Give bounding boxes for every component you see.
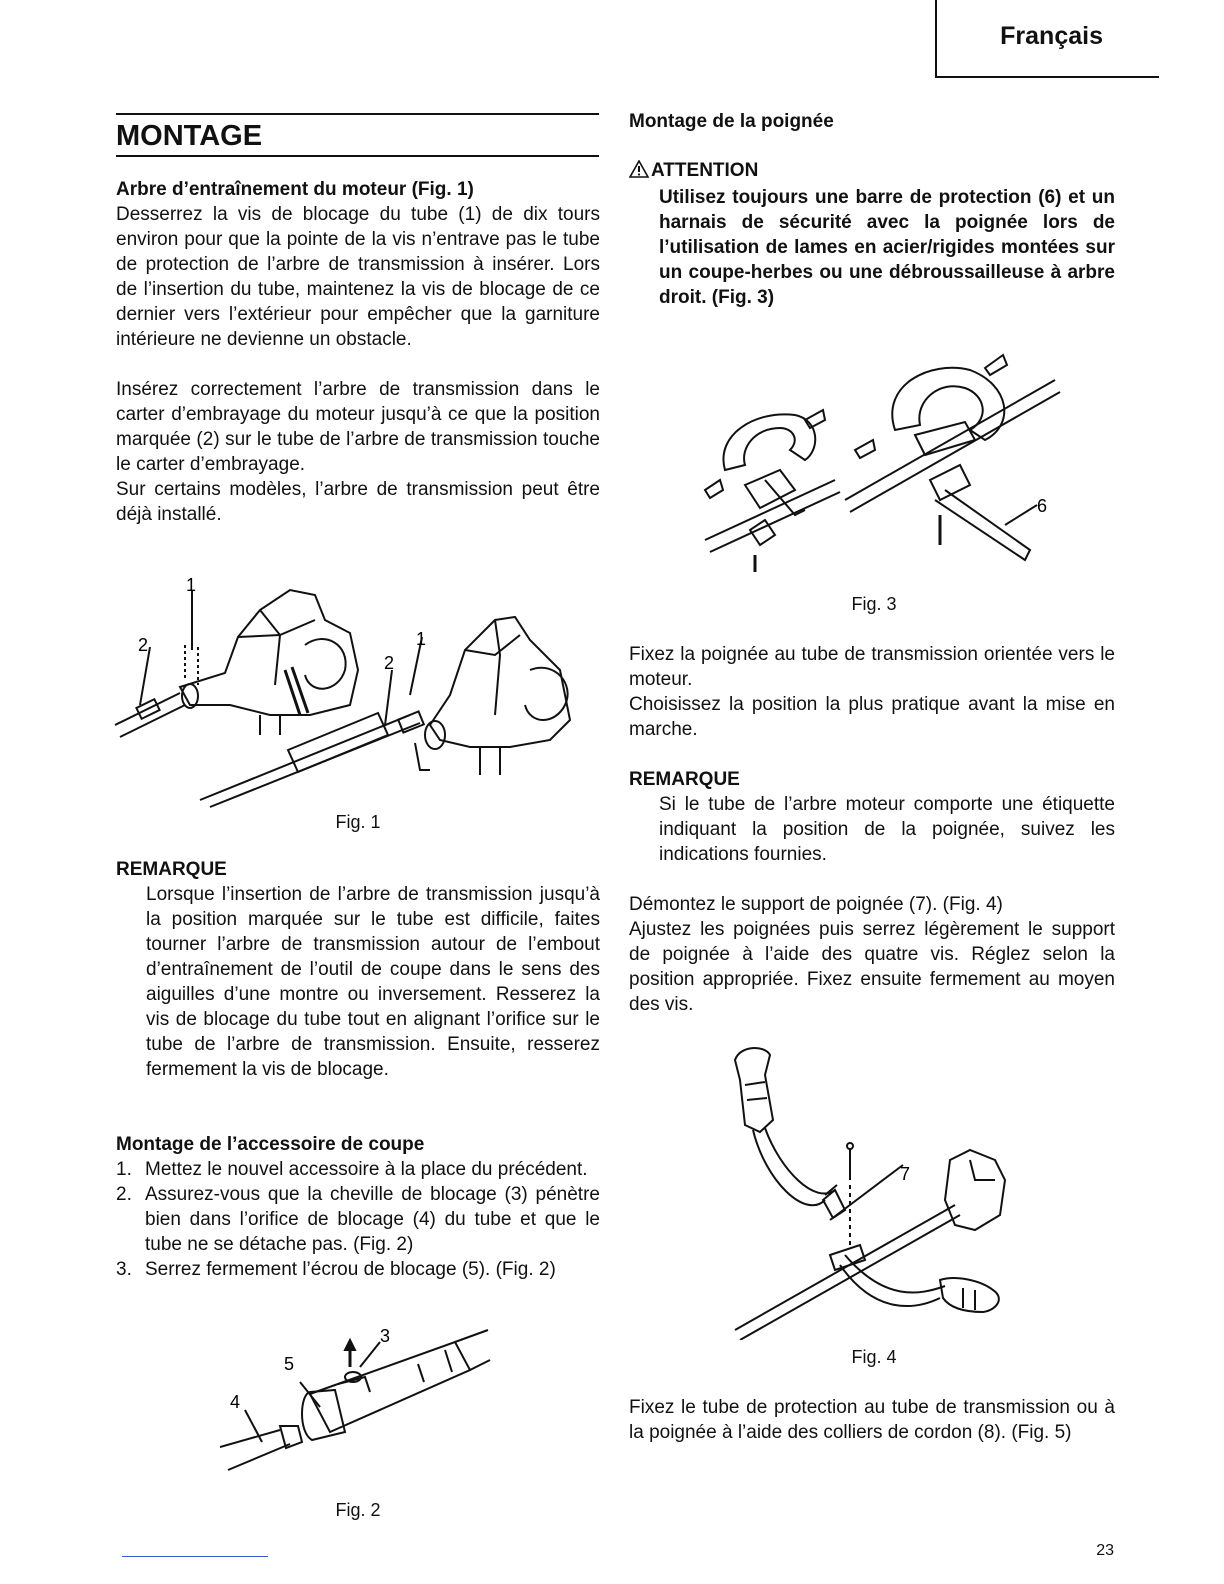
drive-shaft-heading: Arbre d’entraînement du moteur (Fig. 1) [116,179,474,200]
handle-paragraph-2: Choisissez la position la plus pratique avant la mise en marche. [629,694,1115,740]
figure-3-label-6: 6 [1037,496,1048,516]
footer-divider [122,1556,268,1557]
language-label: Français [1000,22,1103,50]
remark-1-text: Lorsque l’insertion de l’arbre de transmission jusqu’à la position marquée sur le tube est difficile, faites tourner l’arbre de transmission autour de l’embout d’entraînement de l’outil de coupe dans le sens des aiguilles d’une montre ou inversement. Resserez la vis de blocage du tube tout en alignant l’orifice sur le tube de l’arbre de transmission. Ensuite, resserez fermement la vis de blocage. [146,884,600,1080]
figure-4-drawing [725,1040,1025,1340]
figure-3-drawing [685,340,1065,585]
remark-2 [629,767,1115,867]
list-item: 1. Mettez le nouvel accessoire à la place du précédent. [116,1159,588,1180]
handle-paragraph-4: Ajustez les poignées puis serrez légèrement le support de poignée à l’aide des quatre vis. Réglez selon la position appropriée. Fixez ensuite fermement au moyen des vis. [629,919,1115,1015]
attention-title-row [629,158,1115,185]
section-title: MONTAGE [116,113,599,157]
figure-3 [685,340,1065,585]
figure-2-label-4: 4 [230,1392,241,1412]
figure-2-caption: Fig. 2 [335,1500,381,1520]
figure-1-caption: Fig. 1 [335,812,381,832]
cutting-accessory-heading: Montage de l’accessoire de coupe [116,1134,425,1155]
figure-1-drawing [110,575,610,810]
figure-1-label-2b: 2 [384,653,395,673]
protection-tube-instructions [629,1395,1115,1445]
figure-2-label-5: 5 [284,1354,295,1374]
attention-text: Utilisez toujours une barre de protection (6) et un harnais de sécurité avec la poignée lors de l’utilisation de lames en acier/rigides montées sur un coupe-herbes ou une débroussailleuse à arbre droit. (Fig. 3) [659,187,1115,308]
figure-1-label-2a: 2 [138,635,149,655]
figure-2-drawing [220,1322,495,1487]
figure-2 [220,1322,495,1487]
cutting-accessory-section [116,1132,600,1282]
handle-instructions [629,642,1115,742]
remark-1-heading: REMARQUE [116,859,227,880]
drive-shaft-paragraph-1: Desserrez la vis de blocage du tube (1) de dix tours environ pour que la pointe de la vis n’entrave pas le tube de protection de l’arbre de transmission à insérer. Lors de l’insertion du tube, maintenez la vis de blocage de ce dernier vers l’extérieur pour empêcher que la garniture intérieure ne devienne un obstacle. [116,204,600,350]
remark-2-text: Si le tube de l’arbre moteur comporte une étiquette indiquant la position de la poignée, suivez les indications fournies. [659,794,1115,865]
handle-section [629,109,1115,310]
figure-1-label-1a: 1 [186,575,197,595]
cutting-steps-list [116,1157,600,1282]
figure-4-caption: Fig. 4 [851,1347,897,1367]
remark-1 [116,857,600,1082]
figure-4-label-7: 7 [900,1164,911,1184]
warning-icon [629,160,649,185]
handle-paragraph-5: Fixez le tube de protection au tube de transmission ou à la poignée à l’aide des colliers de cordon (8). (Fig. 5) [629,1397,1115,1443]
remark-2-heading: REMARQUE [629,769,740,790]
figure-1 [110,575,610,810]
drive-shaft-paragraph-3: Sur certains modèles, l’arbre de transmission peut être déjà installé. [116,479,600,525]
list-item: 2. Assurez-vous que la cheville de blocage (3) pénètre bien dans l’orifice de blocage (4) du tube et que le tube ne se détache pas. (Fig. 2) [116,1184,600,1255]
figure-3-caption: Fig. 3 [851,594,897,614]
attention-title: ATTENTION [651,160,759,181]
drive-shaft-section [116,177,600,527]
figure-1-label-1b: 1 [416,629,427,649]
drive-shaft-paragraph-2: Insérez correctement l’arbre de transmission dans le carter d’embrayage du moteur jusqu’à ce que la position marquée (2) sur le tube de l’arbre de transmission touche le carter d’embrayage. [116,379,600,475]
language-tab [935,0,1159,78]
figure-2-label-3: 3 [380,1326,391,1346]
handle-paragraph-1: Fixez la poignée au tube de transmission orientée vers le moteur. [629,644,1115,690]
handle-paragraph-3: Démontez le support de poignée (7). (Fig. 4) [629,894,1003,915]
list-item: 3. Serrez fermement l’écrou de blocage (5). (Fig. 2) [116,1259,556,1280]
page-number: 23 [1096,1542,1114,1559]
handle-support-instructions [629,892,1115,1017]
handle-heading: Montage de la poignée [629,111,834,132]
figure-4 [725,1040,1025,1340]
